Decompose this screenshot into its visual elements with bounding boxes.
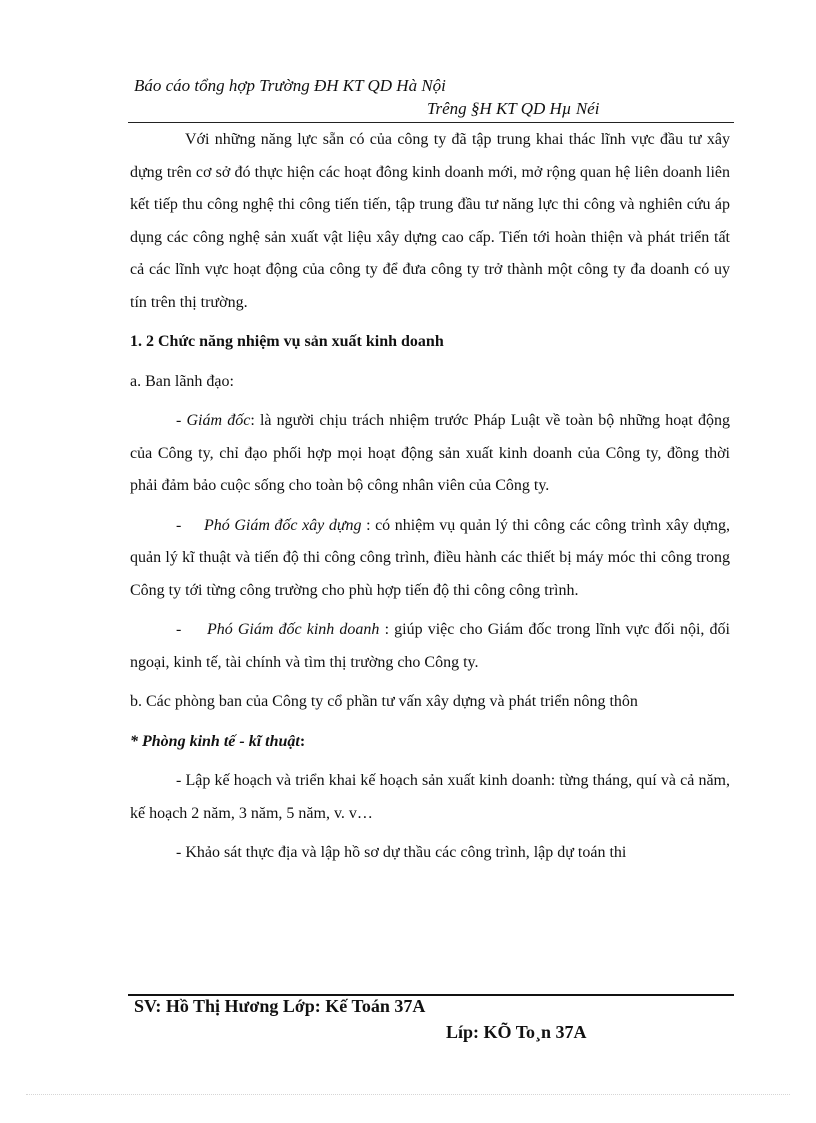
item-dash: - — [176, 621, 207, 638]
item-title: Phó Giám đốc xây dựng — [204, 516, 362, 534]
sub-heading-a: a. Ban lãnh đạo: — [130, 372, 234, 390]
item-pho-giam-doc-xay-dung — [130, 510, 735, 608]
department-task-2: - Khảo sát thực địa và lập hồ sơ dự thầu các công trình, lập dự toán thi — [176, 844, 627, 861]
department-colon: : — [299, 732, 306, 750]
item-dash: - — [176, 412, 187, 429]
footer-line1: SV: Hồ Thị Hương Lớp: Kế Toán 37A — [134, 996, 426, 1016]
item-title: Giám đốc — [186, 412, 251, 429]
department-task-1: - Lập kế hoạch và triển khai kế hoạch sản xuất kinh doanh: từng tháng, quí và cả năm, kế hoạch 2 năm, 3 năm, 5 năm, v. v… — [130, 772, 730, 822]
item-title: Phó Giám đốc kinh doanh — [206, 621, 380, 638]
running-header-line1: Báo cáo tổng hợp Trường ĐH KT QD Hà Nội — [134, 76, 446, 95]
page-boundary-line — [26, 1094, 790, 1095]
footer-line2: Líp: KÕ To¸n 37A — [446, 1022, 587, 1042]
document-body — [130, 124, 735, 870]
item-text: : giúp việc cho Giám đốc trong lĩnh vực đối nội, đối ngoại, kinh tế, tài chính và tìm thị trường cho Công ty. — [130, 621, 734, 671]
department-heading — [130, 726, 730, 759]
section-heading: 1. 2 Chức năng nhiệm vụ sản xuất kinh doanh — [130, 333, 444, 350]
item-text: : có nhiệm vụ quản lý thi công các công trình xây dựng, quản lý kĩ thuật và tiến độ thi công công trình, điều hành các thiết bị máy móc thi công trong Công ty tới từng công trường cho phù hợp tiến độ thi công công trình. — [130, 516, 735, 599]
intro-paragraph: Với những năng lực sẵn có của công ty đã tập trung khai thác lĩnh vực đầu tư xây dựng trên cơ sở đó thực hiện các hoạt đông kinh doanh mới, mở rộng quan hệ liên doanh liên kết tiếp thu công nghệ thi công tiến tiến, tập trung đầu tư năng lực thi công và nghiên cứu áp dụng các công nghệ sản xuất vật liệu xây dựng cao cấp. Tiến tới hoàn thiện và phát triển tất cả các lĩnh vực hoạt động của công ty để đưa công ty trở thành một công ty đa doanh có uy tín trên thị trường. — [130, 131, 730, 311]
item-dash: - — [176, 516, 205, 534]
sub-heading-b: b. Các phòng ban của Công ty cổ phần tư vấn xây dựng và phát triển nông thôn — [130, 693, 638, 710]
running-header-line2: Trêng §H KT QD Hµ Néi — [427, 99, 600, 118]
item-giam-doc — [130, 405, 730, 503]
department-title: * Phòng kinh tế - kĩ thuật — [130, 732, 300, 750]
item-pho-giam-doc-kinh-doanh — [130, 614, 734, 679]
item-text: : là người chịu trách nhiệm trước Pháp Luật về toàn bộ những hoạt động của Công ty, chỉ đạo phối hợp mọi hoạt động sản xuất kinh doanh của Công ty, đồng thời phải đảm bảo cuộc sống cho toàn bộ công nhân viên của Công ty. — [130, 412, 731, 494]
header-rule — [128, 122, 734, 123]
